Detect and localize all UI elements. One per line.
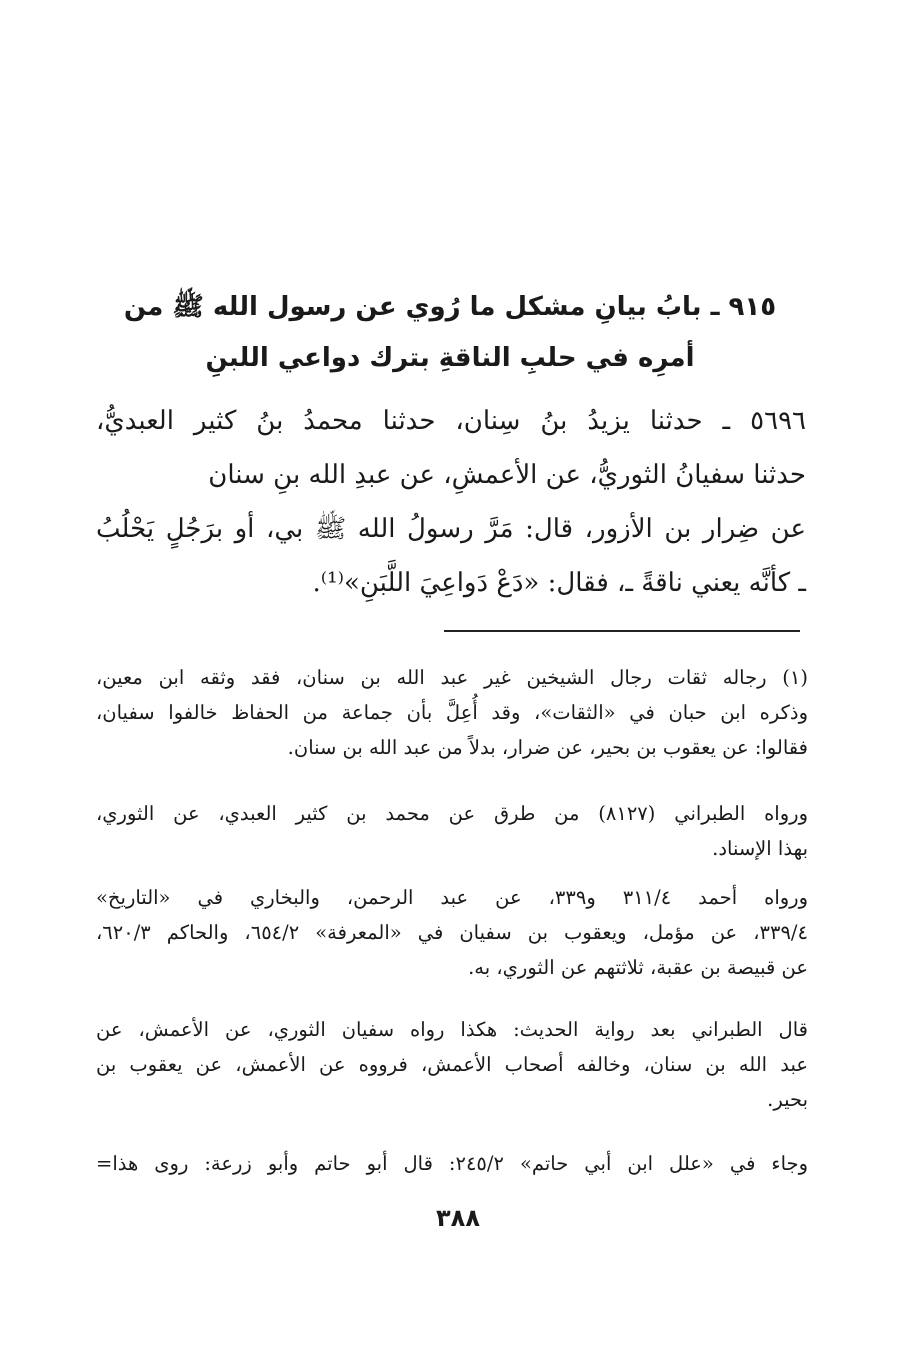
footnote-paragraph xyxy=(96,880,808,985)
footnote-line: بحير. xyxy=(767,1088,808,1111)
hadith-text xyxy=(96,502,806,610)
footnote-paragraph xyxy=(96,796,808,866)
hadith-line: حدثنا سفيانُ الثوريُّ، عن الأعمشِ، عن عبدِ الله بنِ سنان xyxy=(208,460,806,490)
footnote-line: ٣٣٩/٤، عن مؤمل، ويعقوب بن سفيان في «المعرفة» ٦٥٤/٢، والحاكم ٦٢٠/٣، xyxy=(96,921,808,944)
footnote-line: ورواه أحمد ٣١١/٤ و٣٣٩، عن عبد الرحمن، والبخاري في «التاريخ» xyxy=(96,886,809,909)
footnote-paragraph xyxy=(96,1012,808,1117)
footnote-line: عبد الله بن سنان، وخالفه أصحاب الأعمش، فرووه عن الأعمش، عن يعقوب بن xyxy=(96,1053,808,1076)
hadith-line: عن ضِرار بن الأزور، قال: مَرَّ رسولُ الله ﷺ بي، أو برَجُلٍ يَحْلُبُ xyxy=(96,514,806,544)
footnote-paragraph xyxy=(96,660,808,765)
footnote-line: فقالوا: عن يعقوب بن بحير، عن ضرار، بدلاً من عبد الله بن سنان. xyxy=(287,736,808,759)
footnote-line: قال الطبراني بعد رواية الحديث: هكذا رواه سفيان الثوري، عن الأعمش، عن xyxy=(96,1018,808,1041)
chapter-heading-line-2: أمرِه في حلبِ الناقةِ بترك دواعي اللبنِ xyxy=(205,343,695,373)
chapter-heading-line-1: ٩١٥ ـ بابُ بيانِ مشكل ما رُوي عن رسول الله ﷺ من xyxy=(123,292,777,322)
footnote-line: بهذا الإسناد. xyxy=(712,837,808,860)
page-number: ٣٨٨ xyxy=(436,1204,480,1232)
footnote-line: ورواه الطبراني (٨١٢٧) من طرق عن محمد بن كثير العبدي، عن الثوري، xyxy=(96,802,808,825)
footnote-separator xyxy=(444,630,800,632)
footnote-line: وجاء في «علل ابن أبي حاتم» ٢٤٥/٢: قال أبو حاتم وأبو زرعة: روى هذا= xyxy=(96,1152,808,1175)
hadith-line: ٥٦٩٦ ـ حدثنا يزيدُ بنُ سِنان، حدثنا محمدُ بنُ كثير العبديُّ، xyxy=(96,406,806,436)
footnote-line: عن قبيصة بن عقبة، ثلاثتهم عن الثوري، به. xyxy=(468,956,808,979)
footnote-line: وذكره ابن حبان في «الثقات»، وقد أُعِلَّ بأن جماعة من الحفاظ خالفوا سفيان، xyxy=(96,701,808,724)
footnote-line: (١) رجاله ثقات رجال الشيخين غير عبد الله بن سنان، فقد وثقه ابن معين، xyxy=(96,666,808,689)
hadith-isnad xyxy=(96,394,806,502)
hadith-line: ـ كأنَّه يعني ناقةً ـ، فقال: «دَعْ دَواعِيَ اللَّبَنِ»⁽¹⁾. xyxy=(312,568,806,598)
footnote-paragraph xyxy=(96,1146,808,1181)
